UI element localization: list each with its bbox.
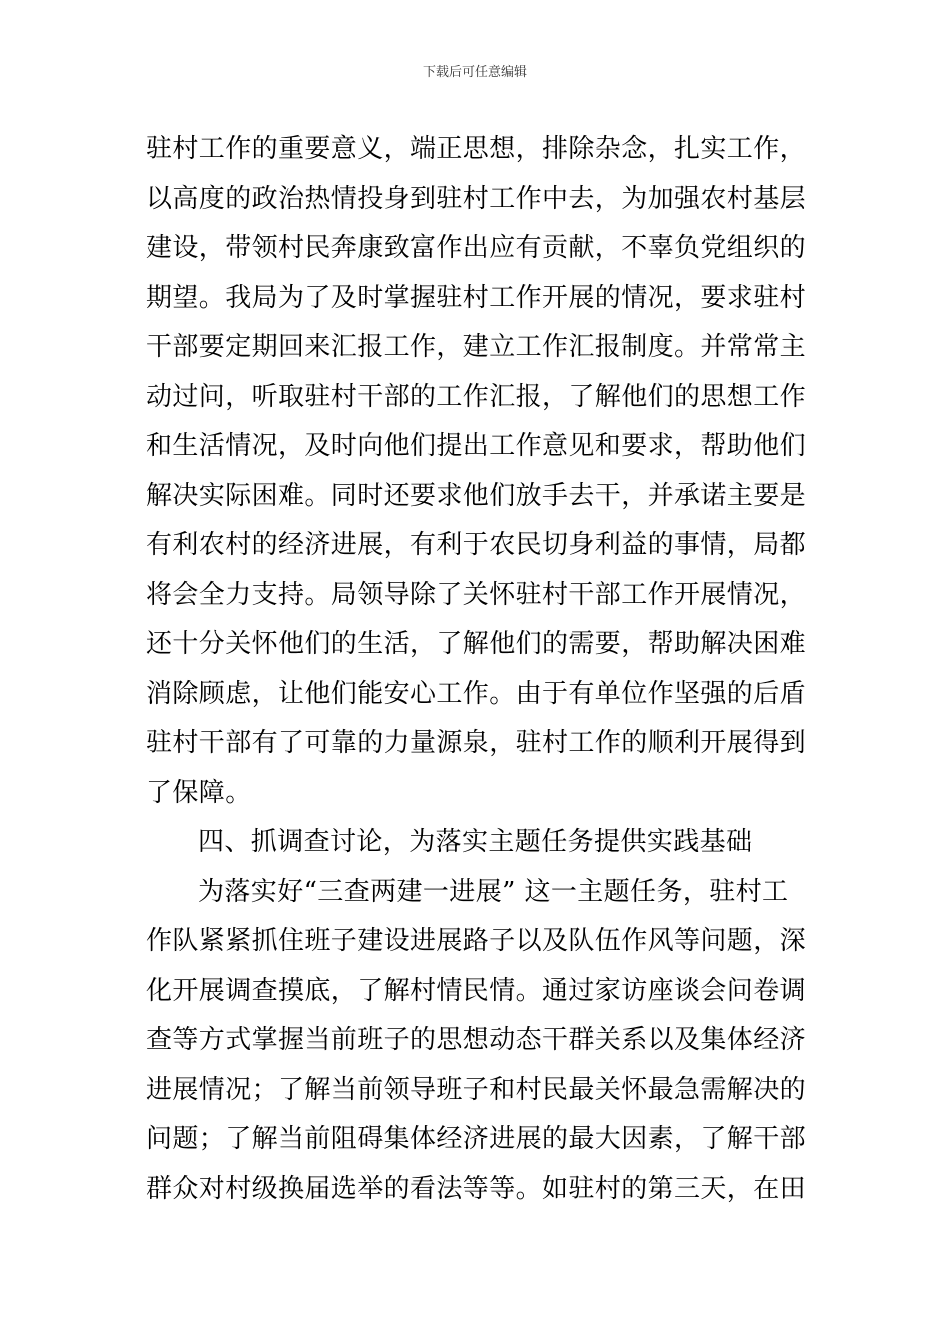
text-line: 进展情况；了解当前领导班子和村民最关怀最急需解决的 bbox=[146, 1074, 807, 1105]
text-line: 化开展调查摸底，了解村情民情。通过家访座谈会问卷调 bbox=[146, 975, 807, 1006]
text-line: 将会全力支持。局领导除了关怀驻村干部工作开展情况， bbox=[146, 579, 807, 610]
page-header: 下载后可任意编辑 bbox=[422, 65, 527, 80]
text-line: 干部要定期回来汇报工作，建立工作汇报制度。并常常主 bbox=[146, 332, 807, 362]
text-line: 查等方式掌握当前班子的思想动态干群关系以及集体经济 bbox=[146, 1025, 807, 1055]
text-line: 驻村干部有了可靠的力量源泉，驻村工作的顺利开展得到 bbox=[146, 728, 807, 758]
text-line: 解决实际困难。同时还要求他们放手去干，并承诺主要是 bbox=[146, 480, 807, 511]
text-line: 期望。我局为了及时掌握驻村工作开展的情况，要求驻村 bbox=[146, 282, 807, 313]
text-line: 消除顾虑，让他们能安心工作。由于有单位作坚强的后盾 bbox=[146, 678, 807, 709]
text-line: 动过问，听取驻村干部的工作汇报，了解他们的思想工作 bbox=[146, 381, 807, 412]
text-line: 有利农村的经济进展，有利于农民切身利益的事情，局都 bbox=[146, 530, 807, 560]
text-line: 和生活情况，及时向他们提出工作意见和要求，帮助他们 bbox=[146, 431, 807, 461]
document-body bbox=[146, 125, 816, 1214]
text-line: 群众对村级换届选举的看法等等。如驻村的第三天，在田 bbox=[146, 1173, 807, 1204]
text-line: 还十分关怀他们的生活，了解他们的需要，帮助解决困难 bbox=[146, 629, 807, 659]
section-heading: 四、抓调查讨论，为落实主题任务提供实践基础 bbox=[198, 827, 753, 857]
text-line: 驻村工作的重要意义，端正思想，排除杂念，扎实工作， bbox=[146, 134, 807, 164]
text-line: 建设，带领村民奔康致富作出应有贡献，不辜负党组织的 bbox=[146, 233, 807, 263]
text-line: 作队紧紧抓住班子建设进展路子以及队伍作风等问题，深 bbox=[146, 926, 807, 956]
text-line: 问题；了解当前阻碍集体经济进展的最大因素，了解干部 bbox=[146, 1124, 807, 1154]
text-line: 为落实好“三查两建一进展” 这一主题任务，驻村工 bbox=[198, 876, 789, 907]
text-line: 以高度的政治热情投身到驻村工作中去，为加强农村基层 bbox=[146, 183, 807, 214]
text-line: 了保障。 bbox=[146, 777, 252, 808]
